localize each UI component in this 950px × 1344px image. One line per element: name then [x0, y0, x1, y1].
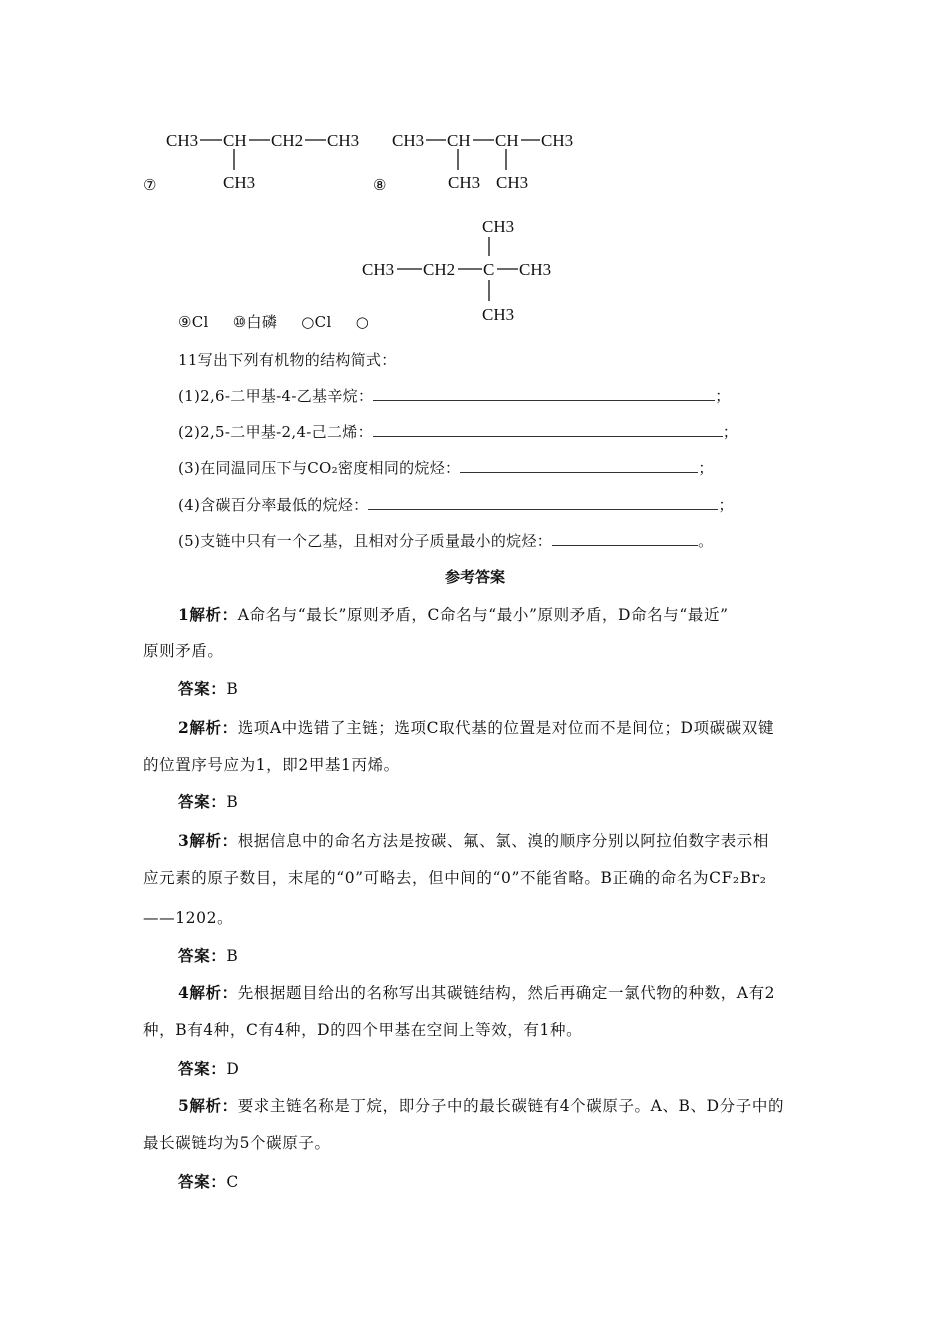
q11-answer-blank-2[interactable]: [373, 422, 723, 437]
molecule-8-structure: [388, 122, 598, 200]
answers-heading: 参考答案: [444, 568, 505, 586]
q11-item-5-text: (5)支链中只有一个乙基，且相对分子质量最小的烷烃：: [178, 532, 553, 550]
m9-ch2: CH2: [423, 260, 456, 279]
answer-4-text-1: 先根据题目给出的名称写出其碳链结构，然后再确定一氯代物的种数，A有2: [237, 984, 776, 1002]
molecule-9-structure: [358, 210, 568, 328]
m8-ch-1: CH: [447, 131, 471, 150]
q11-item-5: [178, 530, 713, 551]
q11-item-5-end: 。: [698, 532, 714, 550]
answer-2-value: B: [226, 793, 239, 811]
answer-4-text-2: 种，B有4种，C有4种，D的四个甲基在空间上等效，有1种。: [143, 1021, 583, 1039]
m9-ch3-left: CH3: [362, 260, 395, 279]
m9-ch3-right: CH3: [519, 260, 552, 279]
answer-4-key: 答案：: [178, 1059, 227, 1078]
answer-4-label: 4解析：: [178, 983, 238, 1002]
q11-item-2: [178, 421, 738, 442]
answer-5-label: 5解析：: [178, 1096, 238, 1115]
answer-3-key: 答案：: [178, 946, 227, 965]
molecule-7-structure: [160, 122, 370, 200]
answer-1-line-1: [178, 603, 729, 625]
q11-answer-blank-3[interactable]: [460, 458, 698, 473]
q11-item-4-text: (4)含碳百分率最低的烷烃：: [178, 496, 369, 514]
items-9-12-row: [178, 311, 369, 332]
q11-item-4-end: ；: [718, 496, 734, 514]
q11-answer-blank-4[interactable]: [368, 495, 718, 510]
answer-2-text-2: 的位置序号应为1，即2甲基1丙烯。: [143, 756, 400, 774]
answer-1-key-row: [178, 677, 238, 699]
answer-4-key-row: [178, 1057, 239, 1079]
answer-4-line-1: [178, 981, 775, 1003]
q11-item-4: [178, 494, 734, 515]
answer-3-label: 3解析：: [178, 831, 238, 850]
answer-5-key-row: [178, 1170, 239, 1192]
answer-1-text-1: A命名与“最长”原则矛盾，C命名与“最小”原则矛盾，D命名与“最近”: [237, 606, 729, 624]
q11-item-1-end: ；: [715, 387, 731, 405]
item-9: ⑨Cl: [178, 313, 209, 331]
m8-branch-2: CH3: [496, 173, 529, 192]
item-12: ○: [355, 313, 370, 331]
answer-1-text-2: 原则矛盾。: [143, 642, 224, 660]
m7-ch3-right: CH3: [327, 131, 360, 150]
q11-item-2-text: (2)2,5-二甲基-2,4-己二烯：: [178, 423, 373, 441]
answer-2-key: 答案：: [178, 792, 227, 811]
q11-item-3-end: ；: [698, 459, 714, 477]
answer-3-text-1: 根据信息中的命名方法是按碳、氟、氯、溴的顺序分别以阿拉伯数字表示相: [237, 832, 769, 850]
q11-answer-blank-5[interactable]: [552, 531, 698, 546]
question-11-title: 11写出下列有机物的结构简式：: [178, 351, 397, 369]
m8-ch3-right: CH3: [541, 131, 574, 150]
answer-2-key-row: [178, 790, 238, 812]
molecule-7-label: ⑦: [143, 176, 157, 194]
m7-ch2: CH2: [271, 131, 304, 150]
answer-3-text-2: 应元素的原子数目，末尾的“0”可略去，但中间的“0”不能省略。B正确的命名为CF₂Br₂: [143, 869, 767, 887]
q11-item-1: [178, 385, 731, 406]
answer-2-line-1: [178, 716, 774, 738]
m7-branch-ch3: CH3: [223, 173, 256, 192]
answer-5-value: C: [226, 1173, 239, 1191]
m8-ch-2: CH: [495, 131, 519, 150]
answer-1-value: B: [226, 680, 239, 698]
m8-branch-1: CH3: [448, 173, 481, 192]
answer-1-key: 答案：: [178, 679, 227, 698]
answer-2-label: 2解析：: [178, 718, 238, 737]
answer-2-text-1: 选项A中选错了主链；选项C取代基的位置是对位而不是间位；D项碳碳双键: [237, 719, 775, 737]
answer-3-value: B: [226, 947, 239, 965]
m7-ch3-left: CH3: [166, 131, 199, 150]
answer-3-key-row: [178, 944, 238, 966]
molecule-8-label: ⑧: [373, 176, 387, 194]
answer-5-line-1: [178, 1094, 784, 1116]
m7-ch: CH: [223, 131, 247, 150]
q11-item-3: [178, 457, 714, 478]
answer-4-value: D: [226, 1060, 240, 1078]
q11-item-2-end: ；: [722, 423, 739, 441]
m9-bottom-ch3: CH3: [482, 305, 515, 324]
m8-ch3-left: CH3: [392, 131, 425, 150]
answer-1-label: 1解析：: [178, 605, 238, 624]
answer-5-key: 答案：: [178, 1172, 227, 1191]
answer-3-text-3: ——1202。: [143, 909, 234, 927]
item-11: ○Cl: [301, 313, 332, 331]
answer-5-text-1: 要求主链名称是丁烷，即分子中的最长碳链有4个碳原子。A、B、D分子中的: [237, 1097, 785, 1115]
m9-top-ch3: CH3: [482, 217, 515, 236]
answer-3-line-1: [178, 829, 769, 851]
q11-item-3-text: (3)在同温同压下与CO₂密度相同的烷烃：: [178, 459, 461, 477]
answer-5-text-2: 最长碳链均为5个碳原子。: [143, 1134, 331, 1152]
item-10: ⑩白磷: [232, 313, 278, 331]
q11-answer-blank-1[interactable]: [373, 386, 715, 401]
q11-item-1-text: (1)2,6-二甲基-4-乙基辛烷：: [178, 387, 374, 405]
m9-c: C: [483, 260, 495, 279]
